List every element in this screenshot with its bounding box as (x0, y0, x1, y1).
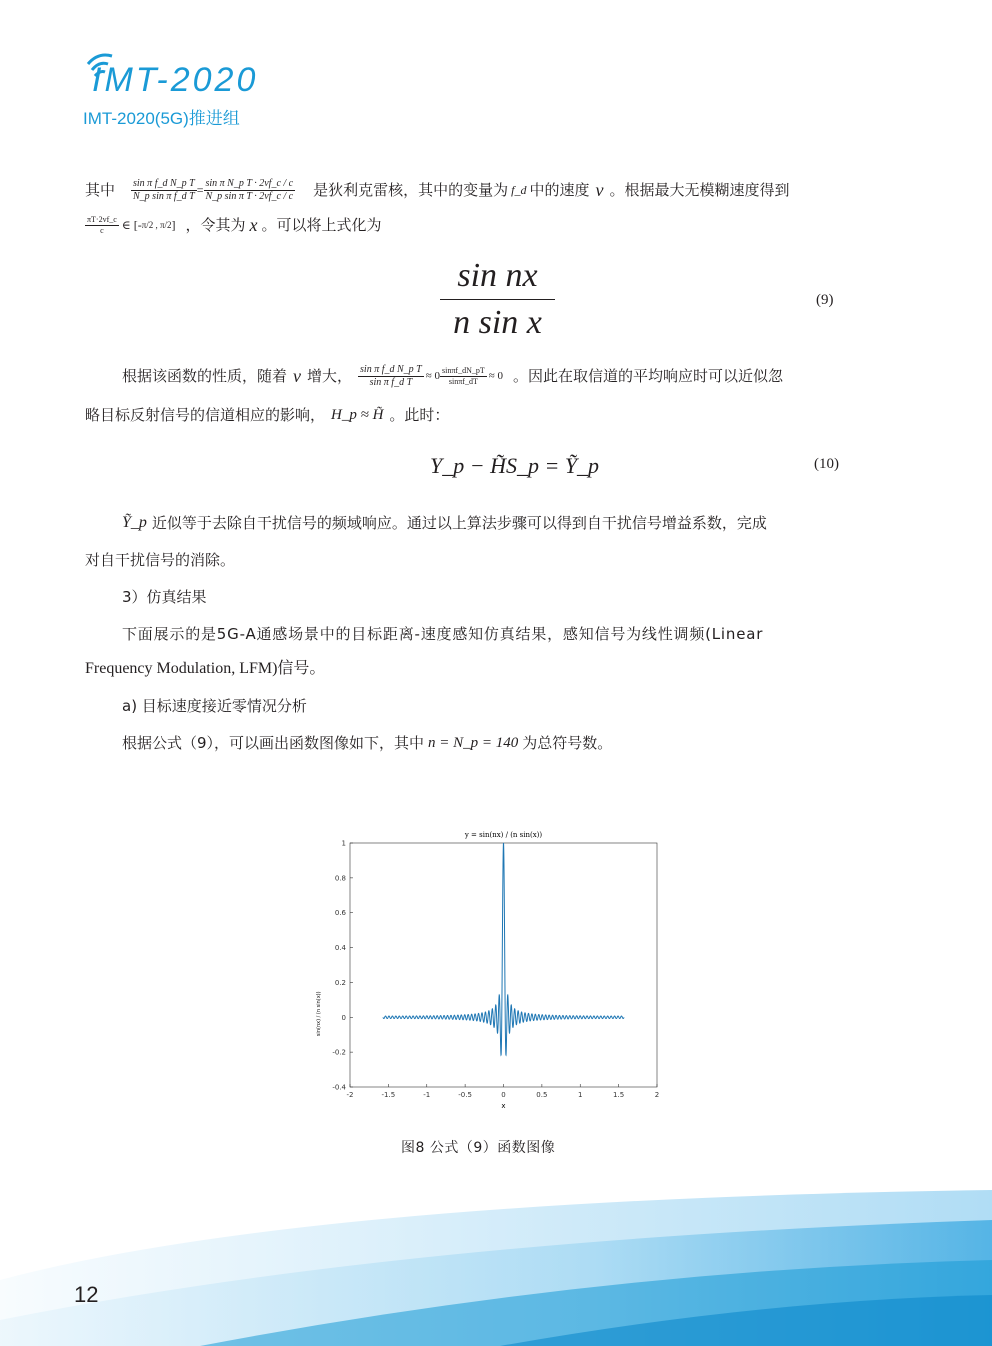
frac2-num: sin π N_p T · 2vf_c / c (205, 177, 294, 189)
para3-line1 (122, 513, 767, 533)
line2-num: πT·2vf_c (87, 214, 117, 224)
para2-text2: 增大， (307, 367, 353, 385)
para5-text2: 为总符号数。 (522, 734, 613, 752)
plot-frame (350, 843, 657, 1087)
plot-series-line (383, 843, 624, 1055)
para3-line1-text: 近似等于去除自干扰信号的频域响应。通过以上算法步骤可以得到自干扰信号增益系数，完成 (151, 514, 767, 532)
para2-frac (358, 364, 424, 389)
line2-range: π/2 , π/2 (141, 220, 172, 230)
x-tick-label: -1 (423, 1091, 431, 1099)
logo-text: IMT-2020 (92, 61, 259, 99)
x-tick-label: -1.5 (381, 1091, 396, 1099)
section-heading-3: 3）仿真结果 (122, 588, 207, 606)
para5-math: n = N_p = 140 (428, 735, 519, 751)
para1-line1 (85, 170, 790, 210)
y-tick-label: 0.2 (334, 978, 346, 987)
para1-prefix: 其中 (85, 181, 116, 199)
plot-xlabel: x (501, 1102, 506, 1110)
para4-line2: Frequency Modulation, LFM)信号。 (85, 660, 326, 677)
y-tick-label: 0 (341, 1013, 346, 1022)
para2-frac-num: sin π f_d N_p T (360, 363, 422, 375)
function-plot (300, 820, 680, 1120)
x-tick-label: 0 (501, 1091, 506, 1099)
plot-ticks (332, 840, 659, 1100)
para2-small-num: sinπf_dN_pT (442, 365, 485, 375)
frac1-den: N_p sin π f_d T (133, 190, 195, 202)
para1-var-v: v (595, 180, 604, 200)
x-tick-label: -0.5 (458, 1091, 472, 1099)
para3-math: Ỹ_p (122, 514, 147, 531)
para2-frac-den: sin π f_d T (369, 376, 413, 388)
x-tick-label: -2 (346, 1091, 354, 1099)
para1-line2-frac (85, 215, 119, 236)
para2-line1 (122, 356, 783, 396)
frac1-num: sin π f_d N_p T (133, 177, 195, 189)
para1-frac1 (131, 178, 197, 203)
line2-den: c (100, 225, 104, 235)
x-tick-label: 1.5 (613, 1091, 625, 1099)
para1-frac2 (204, 178, 296, 203)
para5 (122, 733, 612, 753)
para1-text4: ，令其为 (185, 216, 246, 234)
eq9-label: (9) (816, 292, 834, 308)
para1-line2 (85, 210, 382, 240)
y-tick-label: -0.2 (332, 1048, 346, 1057)
figure-caption: 图8 公式（9）函数图像 (401, 1140, 556, 1156)
para2-line2-math: H_p ≈ H̃ (331, 407, 384, 423)
line2-in: ∈ [- (121, 218, 142, 232)
eq9-denominator: n sin x (453, 304, 542, 341)
y-tick-label: 1 (341, 839, 346, 848)
para1-eq: = (196, 183, 204, 197)
eq10-label: (10) (814, 456, 839, 472)
subsection-heading-a: a) 目标速度接近零情况分析 (122, 697, 307, 715)
org-name: IMT-2020(5G)推进组 (83, 109, 240, 128)
para2-approx0: ≈ 0 (425, 370, 441, 382)
line2-close: ] (171, 218, 176, 232)
para3-line2: 对自干扰信号的消除。 (85, 551, 236, 569)
equation-9 (440, 255, 555, 344)
para1-var-fd: f_d (511, 183, 527, 197)
frac2-den: N_p sin π T · 2vf_c / c (205, 190, 294, 202)
x-tick-label: 1 (578, 1091, 583, 1099)
para2-var-v: v (293, 366, 302, 386)
y-tick-label: 0.6 (334, 909, 346, 918)
y-tick-label: 0.4 (334, 944, 346, 953)
para4-line1: 下面展示的是5G-A通感场景中的目标距离-速度感知仿真结果，感知信号为线性调频(Linear (122, 625, 764, 643)
para1-text1: 是狄利克雷核，其中的变量为 (313, 181, 509, 199)
para5-text1: 根据公式（9），可以画出函数图像如下，其中 (122, 734, 425, 752)
footer-waves (0, 1160, 992, 1346)
para2-small-frac (440, 366, 487, 387)
para1-text2: 中的速度 (529, 181, 590, 199)
para2-text1: 根据该函数的性质，随着 (122, 367, 288, 385)
para1-text3: 。根据最大无模糊速度得到 (609, 181, 790, 199)
para1-text5: 。可以将上式化为 (261, 216, 382, 234)
para2-line2-text: 略目标反射信号的信道相应的影响， (85, 406, 326, 424)
x-tick-label: 0.5 (536, 1091, 548, 1099)
eq9-numerator: sin nx (440, 255, 555, 300)
equation-10: Y_p − H̃S_p = Ỹ_p (430, 453, 600, 478)
x-tick-label: 2 (654, 1091, 660, 1099)
y-tick-label: 0.8 (334, 874, 346, 883)
para2-small-den: sinπf_dT (448, 376, 478, 386)
para2-line2 (85, 405, 449, 425)
para2-text3: 。因此在取信道的平均响应时可以近似忽 (513, 367, 784, 385)
para2-line2-tail: 。此时： (389, 406, 450, 424)
y-tick-label: -0.4 (332, 1083, 346, 1092)
plot-title: y = sin(nx) / (n sin(x)) (464, 831, 543, 839)
page-number: 12 (74, 1282, 99, 1307)
para1-var-x: x (249, 215, 258, 235)
plot-ylabel: sin(nx) / (n sin(x)) (316, 991, 322, 1037)
plot-axes (350, 843, 657, 1087)
para2-approx0b: ≈ 0 (488, 370, 504, 382)
